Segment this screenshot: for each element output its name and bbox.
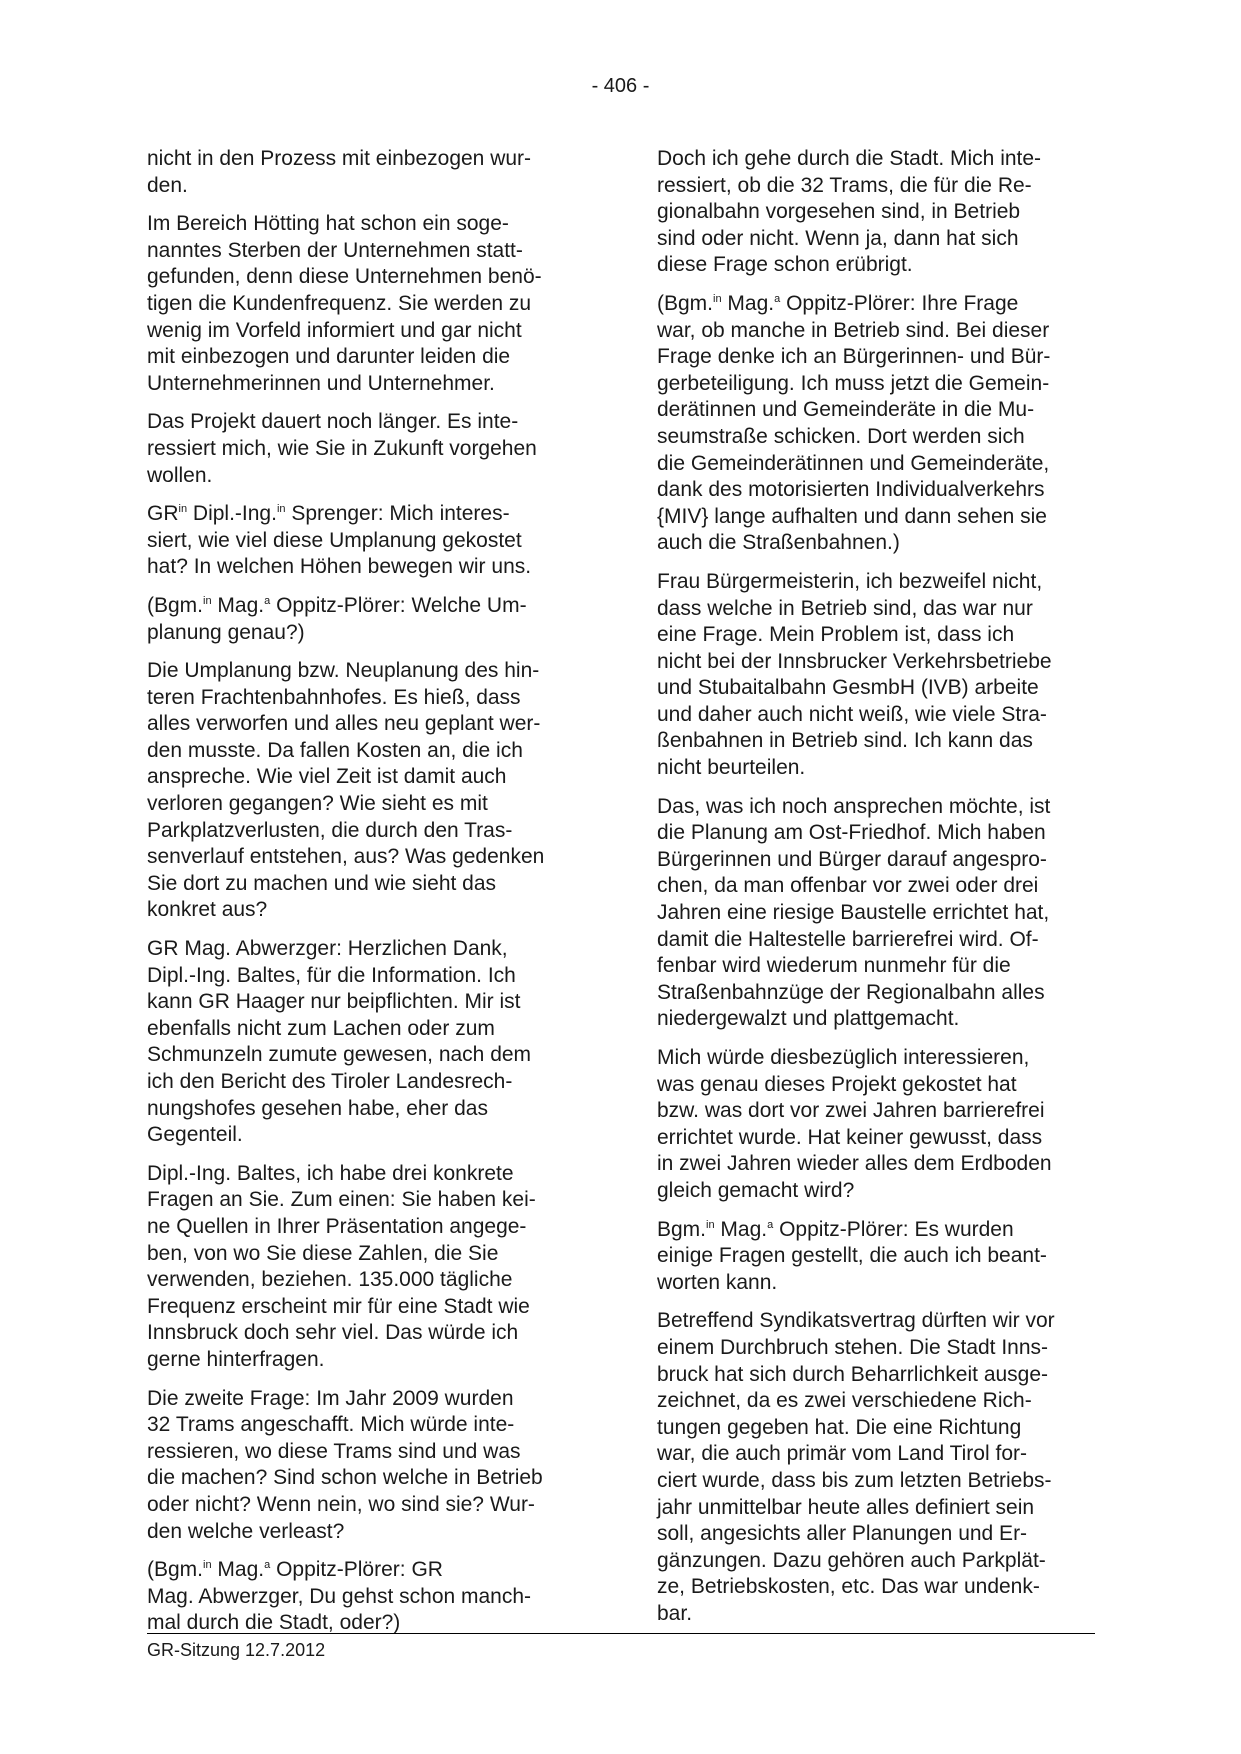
text-line: ebenfalls nicht zum Lachen oder zum [147,1016,495,1040]
text-line: und Stubaitalbahn GesmbH (IVB) arbeite [657,676,1039,700]
text-line: mit einbezogen und darunter leiden die [147,345,511,369]
paragraph [657,794,1097,1033]
text-line: alles verworfen und alles neu geplant wer- [147,712,541,736]
text-line: Die zweite Frage: Im Jahr 2009 wurden [147,1386,514,1410]
paragraph [657,146,1097,279]
text-line: ben, von wo Sie diese Zahlen, die Sie [147,1241,499,1265]
paragraph [147,409,587,489]
text-line: Das, was ich noch ansprechen möchte, ist [657,794,1051,818]
text-line: gionalbahn vorgesehen sind, in Betrieb [657,200,1021,224]
text-line: Frage denke ich an Bürgerinnen- und Bür- [657,345,1051,369]
text-line: Straßenbahnzüge der Regionalbahn alles [657,980,1045,1004]
text-line: die Planung am Ost-Friedhof. Mich haben [657,821,1046,845]
text-line: mal durch die Stadt, oder?) [147,1611,401,1635]
text-line: konkret aus? [147,898,268,922]
text-line: Frau Bürgermeisterin, ich bezweifel nicht, [657,569,1043,593]
text-line: und daher auch nicht weiß, wie viele Stra- [657,702,1047,726]
text-line: Parkplatzverlusten, die durch den Tras- [147,818,513,842]
text-line: verloren gegangen? Wie sieht es mit [147,792,488,816]
text-line: war, ob manche in Betrieb sind. Bei dieser [657,318,1050,342]
text-line: Fragen an Sie. Zum einen: Sie haben kei- [147,1188,536,1212]
text-line: niedergewalzt und plattgemacht. [657,1007,960,1031]
text-line: ressieren, wo diese Trams sind und was [147,1439,521,1463]
text-line: Bgm.$^{in}$ Mag.$^a$ Oppitz-Plörer: Es wurden [657,1217,1014,1241]
text-line: die machen? Sind schon welche in Betrieb [147,1466,543,1490]
text-line: worten kann. [657,1270,778,1294]
paragraph [147,593,587,646]
text-line: Innsbruck doch sehr viel. Das würde ich [147,1321,519,1345]
text-line: Unternehmerinnen und Unternehmer. [147,371,495,395]
text-line: damit die Haltestelle barrierefrei wird. Of- [657,927,1039,951]
text-line: nungshofes gesehen habe, eher das [147,1096,488,1120]
text-line: ne Quellen in Ihrer Präsentation angege- [147,1214,527,1238]
text-line: (Bgm.$^{in}$ Mag.$^a$ Oppitz-Plörer: Welche Um- [147,593,527,617]
text-line: dass welche in Betrieb sind, das war nur [657,596,1033,620]
text-line: Dipl.-Ing. Baltes, ich habe drei konkrete [147,1161,514,1185]
paragraph [147,1557,587,1637]
text-line: Bürgerinnen und Bürger darauf angespro- [657,847,1047,871]
text-line: nanntes Sterben der Unternehmen statt- [147,238,523,262]
text-line: Gegenteil. [147,1123,243,1147]
text-line: jahr unmittelbar heute alles definiert sein [657,1495,1035,1519]
text-line: ze, Betriebskosten, etc. Das war undenk- [657,1575,1040,1599]
text-line: tigen die Kundenfrequenz. Sie werden zu [147,291,532,315]
text-line: (Bgm.$^{in}$ Mag.$^a$ Oppitz-Plörer: Ihre Frage [657,291,1019,315]
text-line: hat? In welchen Höhen bewegen wir uns. [147,555,532,579]
text-line: sind oder nicht. Wenn ja, dann hat sich [657,226,1019,250]
text-line: Mag. Abwerzger, Du gehst schon manch- [147,1584,532,1608]
text-line: bruck hat sich durch Beharrlichkeit ausge- [657,1362,1049,1386]
text-line: tungen gegeben hat. Die eine Richtung [657,1415,1022,1439]
text-line: seumstraße schicken. Dort werden sich [657,424,1025,448]
text-line: chen, da man offenbar vor zwei oder drei [657,874,1039,898]
text-line: Die Umplanung bzw. Neuplanung des hin- [147,659,540,683]
text-line: wenig im Vorfeld informiert und gar nicht [147,318,522,342]
text-line: Dipl.-Ing. Baltes, für die Information. Ich [147,963,516,987]
text-line: ich den Bericht des Tiroler Landesrech- [147,1070,513,1093]
paragraph [147,146,587,199]
text-line: kann GR Haager nur beipflichten. Mir ist [147,990,521,1014]
text-line: bzw. was dort vor zwei Jahren barrierefrei [657,1099,1045,1123]
paragraph [147,211,587,397]
text-line: Im Bereich Hötting hat schon ein soge- [147,212,509,236]
text-line: Jahren eine riesige Baustelle errichtet hat, [657,901,1050,925]
text-line: derätinnen und Gemeinderäte in die Mu- [657,398,1035,422]
text-line: den welche verleast? [147,1519,345,1543]
text-line: Betreffend Syndikatsvertrag dürften wir vor [657,1309,1055,1333]
text-line: den. [147,173,188,197]
text-line: Mich würde diesbezüglich interessieren, [657,1046,1030,1069]
text-line: Doch ich gehe durch die Stadt. Mich inte- [657,147,1042,170]
text-line: diese Frage schon erübrigt. [657,253,913,277]
left-text-column [147,146,587,1649]
text-line: auch die Straßenbahnen.) [657,531,900,555]
text-line: $GR^{in}$ Dipl.-Ing.$^{in}$ Sprenger: Mich interes- [147,502,510,526]
text-line: ressiert mich, wie Sie in Zukunft vorgehen [147,436,537,460]
text-line: nicht bei der Innsbrucker Verkehrsbetriebe [657,649,1052,673]
paragraph [147,658,587,924]
text-line: verwenden, beziehen. 135.000 tägliche [147,1268,513,1292]
text-line: wollen. [147,463,213,487]
paragraph [147,1386,587,1546]
text-line: siert, wie viel diese Umplanung gekostet [147,528,522,552]
text-line: was genau dieses Projekt gekostet hat [657,1072,1017,1096]
paragraph [147,936,587,1149]
text-line: Schmunzeln zumute gewesen, nach dem [147,1043,532,1067]
text-line: eine Frage. Mein Problem ist, dass ich [657,623,1015,647]
text-line: dank des motorisierten Individualverkehrs [657,478,1045,502]
text-line: GR Mag. Abwerzger: Herzlichen Dank, [147,937,508,961]
text-line: ressiert, ob die 32 Trams, die für die Re- [657,173,1032,197]
paragraph [657,1308,1097,1627]
footer-divider [147,1633,1095,1634]
text-line: 32 Trams angeschafft. Mich würde inte- [147,1413,515,1437]
right-text-column [657,146,1097,1639]
text-line: ciert wurde, dass bis zum letzten Betriebs- [657,1468,1052,1492]
text-line: nicht in den Prozess mit einbezogen wur- [147,147,532,170]
text-line: Das Projekt dauert noch länger. Es inte- [147,410,519,434]
footer-session-date: GR-Sitzung 12.7.2012 [147,1640,326,1660]
text-line: planung genau?) [147,620,305,644]
text-line: gleich gemacht wird? [657,1178,855,1202]
text-line: anspreche. Wie viel Zeit ist damit auch [147,765,507,789]
superscript: a [264,594,271,607]
text-line: zeichnet, da es zwei verschiedene Rich- [657,1389,1032,1413]
text-line: gerbeteiligung. Ich muss jetzt die Gemein- [657,371,1050,395]
text-line: einem Durchbruch stehen. Die Stadt Inns- [657,1335,1049,1359]
superscript: in [276,503,286,516]
text-line: nicht beurteilen. [657,756,806,780]
text-line: einige Fragen gestellt, die auch ich beant- [657,1244,1047,1268]
superscript: in [706,1218,715,1231]
text-line: (Bgm.$^{in}$ Mag.$^a$ Oppitz-Plörer: GR [147,1558,443,1582]
paragraph [657,1045,1097,1205]
superscript: a [264,1559,271,1572]
text-line: Sie dort zu machen und wie sieht das [147,871,497,895]
superscript: a [767,1218,774,1231]
text-line: ßenbahnen in Betrieb sind. Ich kann das [657,729,1033,753]
page-number: - 406 - [591,75,650,97]
paragraph [657,291,1097,557]
superscript: in [203,594,212,607]
superscript: a [774,292,781,305]
paragraph [657,569,1097,782]
text-line: gänzungen. Dazu gehören auch Parkplät- [657,1548,1046,1572]
text-line: bar. [657,1601,693,1625]
text-line: war, die auch primär vom Land Tirol for- [657,1442,1027,1466]
text-line: Frequenz erscheint mir für eine Stadt wie [147,1294,530,1318]
text-line: oder nicht? Wenn nein, wo sind sie? Wur- [147,1492,535,1516]
superscript: in [713,292,722,305]
text-line: {MIV} lange aufhalten und dann sehen sie [657,504,1047,528]
text-line: den musste. Da fallen Kosten an, die ich [147,738,523,762]
text-line: die Gemeinderätinnen und Gemeinderäte, [657,451,1050,475]
paragraph [657,1217,1097,1297]
superscript: in [203,1559,212,1572]
text-line: senverlauf entstehen, aus? Was gedenken [147,845,545,869]
text-line: errichtet wurde. Hat keiner gewusst, dass [657,1125,1043,1149]
paragraph [147,501,587,581]
paragraph [147,1161,587,1374]
superscript: in [178,503,188,516]
text-line: gefunden, denn diese Unternehmen benö- [147,265,542,289]
text-line: in zwei Jahren wieder alles dem Erdboden [657,1152,1052,1176]
text-line: soll, angesichts aller Planungen und Er- [657,1522,1028,1546]
text-line: gerne hinterfragen. [147,1347,325,1371]
text-line: fenbar wird wiederum nunmehr für die [657,954,1011,978]
text-line: teren Frachtenbahnhofes. Es hieß, dass [147,685,521,709]
